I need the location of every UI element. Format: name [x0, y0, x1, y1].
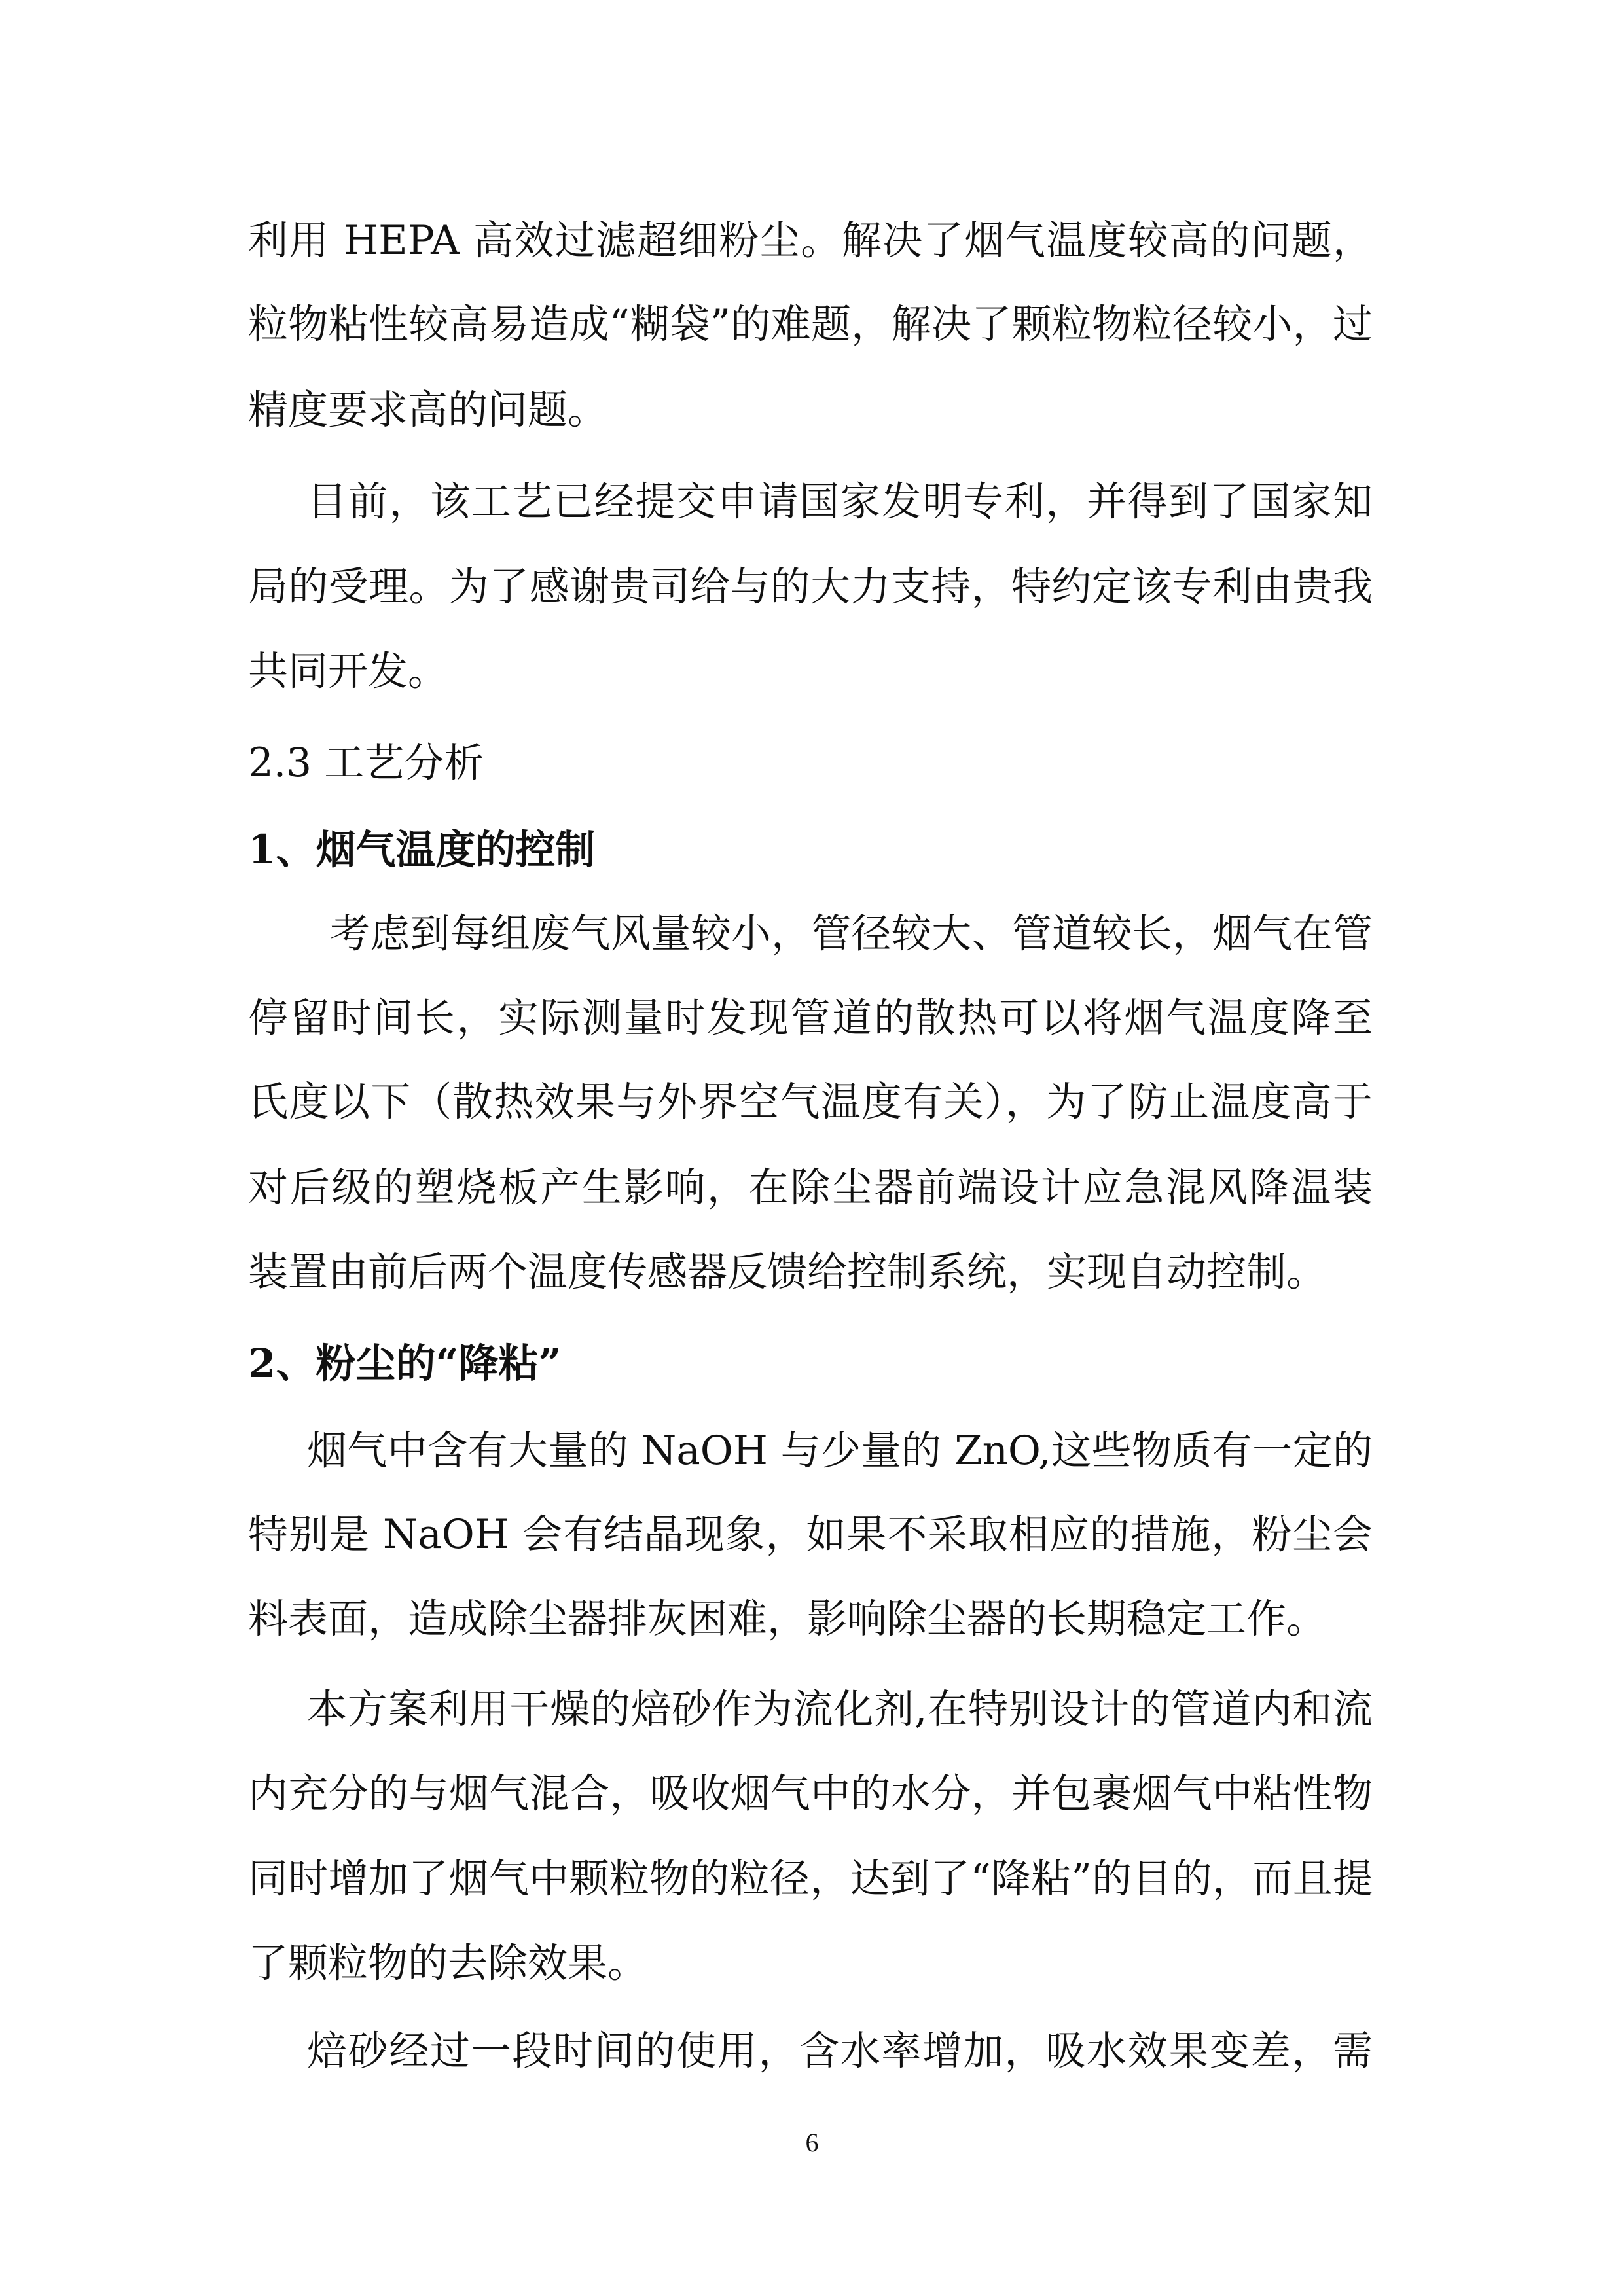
text-line: 焙砂经过一段时间的使用，含水率增加，吸水效果变差，需 [307, 2028, 1373, 2074]
text-line: 对后级的塑烧板产生影响，在除尘器前端设计应急混风降温装 [248, 1164, 1373, 1211]
text-line: 特别是 NaOH 会有结晶现象，如果不采取相应的措施，粉尘会 [248, 1511, 1373, 1558]
text-line: 了颗粒物的去除效果。 [248, 1940, 648, 1986]
section-heading: 2、粉尘的“降粘” [248, 1340, 562, 1387]
text-line: 局的受理。为了感谢贵司给与的大力支持，特约定该专利由贵我 [248, 564, 1373, 610]
text-line: 装置由前后两个温度传感器反馈给控制系统，实现自动控制。 [248, 1249, 1327, 1295]
text-line: 目前，该工艺已经提交申请国家发明专利，并得到了国家知 [307, 478, 1373, 525]
text-line: 利用 HEPA 高效过滤超细粉尘。解决了烟气温度较高的问题， [248, 217, 1373, 264]
section-heading: 1、烟气温度的控制 [248, 827, 596, 873]
text-line: 精度要求高的问题。 [248, 387, 608, 433]
text-line: 粒物粘性较高易造成“糊袋”的难题，解决了颗粒物粒径较小，过 [248, 301, 1373, 348]
text-line: 内充分的与烟气混合，吸收烟气中的水分，并包裹烟气中粘性物 [248, 1770, 1373, 1817]
text-line: 氏度以下（散热效果与外界空气温度有关），为了防止温度高于 [248, 1079, 1373, 1125]
text-line: 共同开发。 [248, 648, 448, 694]
text-line: 料表面，造成除尘器排灰困难，影响除尘器的长期稳定工作。 [248, 1596, 1327, 1642]
section-heading: 2.3 工艺分析 [248, 740, 484, 786]
text-line: 本方案利用干燥的焙砂作为流化剂,在特别设计的管道内和流 [307, 1686, 1373, 1732]
page-number: 6 [805, 2128, 819, 2157]
text-line: 考虑到每组废气风量较小，管径较大、管道较长，烟气在管 [330, 910, 1373, 957]
text-line: 同时增加了烟气中颗粒物的粒径，达到了“降粘”的目的，而且提 [248, 1856, 1373, 1902]
text-line: 烟气中含有大量的 NaOH 与少量的 ZnO,这些物质有一定的 [307, 1427, 1373, 1474]
text-line: 停留时间长，实际测量时发现管道的散热可以将烟气温度降至 [248, 995, 1373, 1041]
